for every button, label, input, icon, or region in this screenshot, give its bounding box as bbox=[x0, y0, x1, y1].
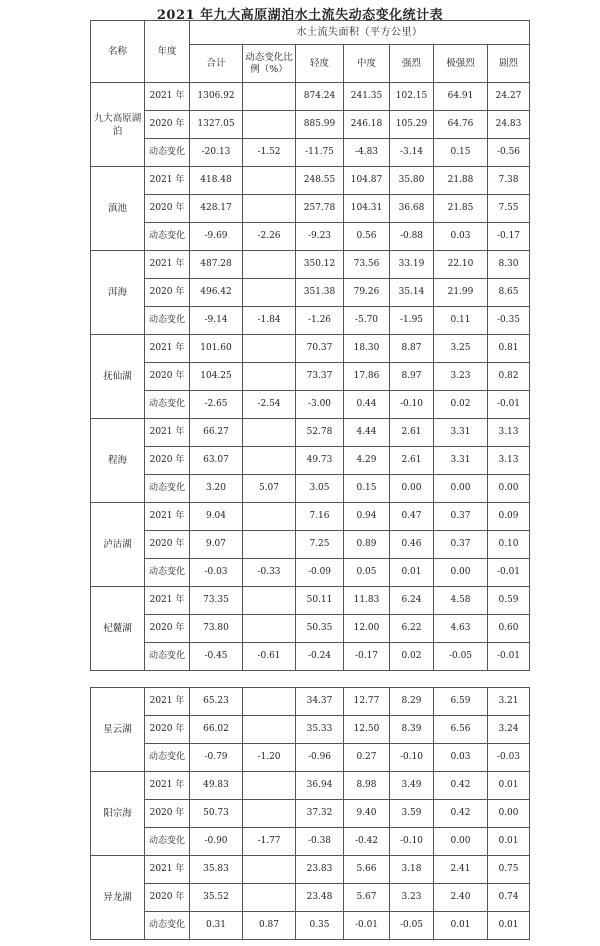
moderate-cell: 8.98 bbox=[344, 772, 390, 800]
change-ratio-cell bbox=[243, 167, 296, 195]
total-cell: 35.52 bbox=[190, 884, 243, 912]
lake-name: 阳宗海 bbox=[91, 772, 145, 856]
very-intense-cell: 0.01 bbox=[434, 912, 488, 940]
lake-name: 洱海 bbox=[91, 251, 145, 335]
intense-cell: 3.49 bbox=[390, 772, 434, 800]
severe-cell: -0.17 bbox=[488, 223, 530, 251]
table-row bbox=[91, 111, 530, 139]
moderate-cell: 0.15 bbox=[344, 475, 390, 503]
year-cell: 2021 年 bbox=[145, 856, 190, 884]
light-cell: -1.26 bbox=[296, 307, 344, 335]
year-cell: 2020 年 bbox=[145, 279, 190, 307]
total-cell: 73.35 bbox=[190, 587, 243, 615]
header-intense: 强烈 bbox=[390, 45, 434, 83]
very-intense-cell: 0.42 bbox=[434, 800, 488, 828]
very-intense-cell: 0.15 bbox=[434, 139, 488, 167]
very-intense-cell: 21.85 bbox=[434, 195, 488, 223]
intense-cell: -0.10 bbox=[390, 391, 434, 419]
year-cell: 2021 年 bbox=[145, 83, 190, 111]
table-row bbox=[91, 688, 530, 716]
very-intense-cell: 0.00 bbox=[434, 559, 488, 587]
light-cell: -0.96 bbox=[296, 744, 344, 772]
total-cell: 66.02 bbox=[190, 716, 243, 744]
year-cell: 2020 年 bbox=[145, 716, 190, 744]
total-cell: 73.80 bbox=[190, 615, 243, 643]
year-cell: 2021 年 bbox=[145, 587, 190, 615]
intense-cell: 2.61 bbox=[390, 447, 434, 475]
change-ratio-cell: -1.20 bbox=[243, 744, 296, 772]
intense-cell: -0.05 bbox=[390, 912, 434, 940]
light-cell: 350.12 bbox=[296, 251, 344, 279]
severe-cell: 3.24 bbox=[488, 716, 530, 744]
change-ratio-cell bbox=[243, 688, 296, 716]
severe-cell: 0.59 bbox=[488, 587, 530, 615]
soil-erosion-table-part-2 bbox=[90, 687, 530, 940]
moderate-cell: -0.01 bbox=[344, 912, 390, 940]
change-ratio-cell bbox=[243, 419, 296, 447]
moderate-cell: 104.87 bbox=[344, 167, 390, 195]
very-intense-cell: 3.31 bbox=[434, 447, 488, 475]
intense-cell: 8.97 bbox=[390, 363, 434, 391]
total-cell: 9.07 bbox=[190, 531, 243, 559]
year-cell: 动态变化 bbox=[145, 391, 190, 419]
intense-cell: -0.10 bbox=[390, 744, 434, 772]
light-cell: 351.38 bbox=[296, 279, 344, 307]
change-ratio-cell bbox=[243, 800, 296, 828]
lake-name: 泸沽湖 bbox=[91, 503, 145, 587]
table-row bbox=[91, 559, 530, 587]
header-year: 年度 bbox=[145, 21, 190, 83]
header-total: 合计 bbox=[190, 45, 243, 83]
light-cell: 73.37 bbox=[296, 363, 344, 391]
intense-cell: 8.87 bbox=[390, 335, 434, 363]
light-cell: 874.24 bbox=[296, 83, 344, 111]
year-cell: 动态变化 bbox=[145, 744, 190, 772]
header-moderate: 中度 bbox=[344, 45, 390, 83]
change-ratio-cell: -1.52 bbox=[243, 139, 296, 167]
very-intense-cell: 0.42 bbox=[434, 772, 488, 800]
moderate-cell: 5.67 bbox=[344, 884, 390, 912]
soil-erosion-table-part-1 bbox=[90, 20, 530, 671]
year-cell: 2021 年 bbox=[145, 251, 190, 279]
change-ratio-cell: -2.54 bbox=[243, 391, 296, 419]
light-cell: 0.35 bbox=[296, 912, 344, 940]
moderate-cell: 17.86 bbox=[344, 363, 390, 391]
light-cell: -0.38 bbox=[296, 828, 344, 856]
severe-cell: 0.00 bbox=[488, 475, 530, 503]
total-cell: 428.17 bbox=[190, 195, 243, 223]
table-row bbox=[91, 503, 530, 531]
moderate-cell: -5.70 bbox=[344, 307, 390, 335]
table-row bbox=[91, 716, 530, 744]
severe-cell: 0.01 bbox=[488, 828, 530, 856]
light-cell: 50.11 bbox=[296, 587, 344, 615]
year-cell: 动态变化 bbox=[145, 643, 190, 671]
intense-cell: 8.29 bbox=[390, 688, 434, 716]
severe-cell: -0.01 bbox=[488, 559, 530, 587]
change-ratio-cell bbox=[243, 884, 296, 912]
severe-cell: 3.13 bbox=[488, 447, 530, 475]
severe-cell: 7.38 bbox=[488, 167, 530, 195]
header-erosion-area: 水土流失面积（平方公里） bbox=[190, 21, 530, 45]
very-intense-cell: 21.88 bbox=[434, 167, 488, 195]
table-row bbox=[91, 83, 530, 111]
very-intense-cell: 64.91 bbox=[434, 83, 488, 111]
severe-cell: 0.82 bbox=[488, 363, 530, 391]
moderate-cell: 12.50 bbox=[344, 716, 390, 744]
total-cell: 101.60 bbox=[190, 335, 243, 363]
table-row bbox=[91, 800, 530, 828]
moderate-cell: 9.40 bbox=[344, 800, 390, 828]
moderate-cell: 0.94 bbox=[344, 503, 390, 531]
year-cell: 动态变化 bbox=[145, 828, 190, 856]
very-intense-cell: 21.99 bbox=[434, 279, 488, 307]
table-row bbox=[91, 251, 530, 279]
change-ratio-cell: -0.61 bbox=[243, 643, 296, 671]
total-cell: -9.69 bbox=[190, 223, 243, 251]
light-cell: 7.25 bbox=[296, 531, 344, 559]
moderate-cell: 12.00 bbox=[344, 615, 390, 643]
change-ratio-cell bbox=[243, 279, 296, 307]
change-ratio-cell bbox=[243, 447, 296, 475]
severe-cell: 24.83 bbox=[488, 111, 530, 139]
light-cell: 70.37 bbox=[296, 335, 344, 363]
table-row bbox=[91, 828, 530, 856]
table-row bbox=[91, 391, 530, 419]
very-intense-cell: 22.10 bbox=[434, 251, 488, 279]
very-intense-cell: 3.23 bbox=[434, 363, 488, 391]
severe-cell: -0.56 bbox=[488, 139, 530, 167]
moderate-cell: 73.56 bbox=[344, 251, 390, 279]
light-cell: 248.55 bbox=[296, 167, 344, 195]
intense-cell: 36.68 bbox=[390, 195, 434, 223]
light-cell: 50.35 bbox=[296, 615, 344, 643]
very-intense-cell: 4.58 bbox=[434, 587, 488, 615]
intense-cell: -0.10 bbox=[390, 828, 434, 856]
change-ratio-cell bbox=[243, 195, 296, 223]
table-row bbox=[91, 139, 530, 167]
table-row bbox=[91, 744, 530, 772]
moderate-cell: 12.77 bbox=[344, 688, 390, 716]
very-intense-cell: 0.03 bbox=[434, 744, 488, 772]
light-cell: 36.94 bbox=[296, 772, 344, 800]
total-cell: -0.79 bbox=[190, 744, 243, 772]
total-cell: 49.83 bbox=[190, 772, 243, 800]
table-row bbox=[91, 447, 530, 475]
total-cell: 418.48 bbox=[190, 167, 243, 195]
severe-cell: 0.75 bbox=[488, 856, 530, 884]
moderate-cell: 241.35 bbox=[344, 83, 390, 111]
severe-cell: 8.30 bbox=[488, 251, 530, 279]
moderate-cell: 11.83 bbox=[344, 587, 390, 615]
table-row bbox=[91, 856, 530, 884]
total-cell: -0.90 bbox=[190, 828, 243, 856]
severe-cell: -0.03 bbox=[488, 744, 530, 772]
very-intense-cell: 0.00 bbox=[434, 475, 488, 503]
severe-cell: -0.35 bbox=[488, 307, 530, 335]
year-cell: 2021 年 bbox=[145, 772, 190, 800]
intense-cell: -0.88 bbox=[390, 223, 434, 251]
total-cell: 35.83 bbox=[190, 856, 243, 884]
change-ratio-cell: -2.26 bbox=[243, 223, 296, 251]
year-cell: 2020 年 bbox=[145, 531, 190, 559]
total-cell: 63.07 bbox=[190, 447, 243, 475]
total-cell: 1327.05 bbox=[190, 111, 243, 139]
light-cell: 257.78 bbox=[296, 195, 344, 223]
very-intense-cell: 0.02 bbox=[434, 391, 488, 419]
light-cell: 7.16 bbox=[296, 503, 344, 531]
very-intense-cell: 0.00 bbox=[434, 828, 488, 856]
total-cell: 487.28 bbox=[190, 251, 243, 279]
year-cell: 2021 年 bbox=[145, 167, 190, 195]
change-ratio-cell bbox=[243, 83, 296, 111]
change-ratio-cell bbox=[243, 503, 296, 531]
change-ratio-cell: 5.07 bbox=[243, 475, 296, 503]
table-row bbox=[91, 772, 530, 800]
change-ratio-cell bbox=[243, 587, 296, 615]
severe-cell: -0.01 bbox=[488, 643, 530, 671]
total-cell: 66.27 bbox=[190, 419, 243, 447]
total-cell: -20.13 bbox=[190, 139, 243, 167]
header-severe: 剧烈 bbox=[488, 45, 530, 83]
year-cell: 动态变化 bbox=[145, 139, 190, 167]
year-cell: 2021 年 bbox=[145, 688, 190, 716]
light-cell: 34.37 bbox=[296, 688, 344, 716]
very-intense-cell: 0.11 bbox=[434, 307, 488, 335]
severe-cell: 0.09 bbox=[488, 503, 530, 531]
severe-cell: 8.65 bbox=[488, 279, 530, 307]
light-cell: 35.33 bbox=[296, 716, 344, 744]
very-intense-cell: 3.25 bbox=[434, 335, 488, 363]
table-row bbox=[91, 419, 530, 447]
table-row bbox=[91, 643, 530, 671]
lake-name: 星云湖 bbox=[91, 688, 145, 772]
change-ratio-cell bbox=[243, 335, 296, 363]
change-ratio-cell bbox=[243, 716, 296, 744]
total-cell: -2.65 bbox=[190, 391, 243, 419]
moderate-cell: 4.44 bbox=[344, 419, 390, 447]
year-cell: 2020 年 bbox=[145, 884, 190, 912]
change-ratio-cell bbox=[243, 772, 296, 800]
very-intense-cell: 2.41 bbox=[434, 856, 488, 884]
intense-cell: 6.22 bbox=[390, 615, 434, 643]
total-cell: 3.20 bbox=[190, 475, 243, 503]
change-ratio-cell bbox=[243, 251, 296, 279]
total-cell: -0.45 bbox=[190, 643, 243, 671]
light-cell: 23.48 bbox=[296, 884, 344, 912]
moderate-cell: 79.26 bbox=[344, 279, 390, 307]
moderate-cell: 0.27 bbox=[344, 744, 390, 772]
year-cell: 2020 年 bbox=[145, 615, 190, 643]
intense-cell: 0.00 bbox=[390, 475, 434, 503]
table-row bbox=[91, 615, 530, 643]
severe-cell: 0.00 bbox=[488, 800, 530, 828]
intense-cell: 0.02 bbox=[390, 643, 434, 671]
year-cell: 2021 年 bbox=[145, 419, 190, 447]
table-row bbox=[91, 307, 530, 335]
moderate-cell: 0.44 bbox=[344, 391, 390, 419]
total-cell: 50.73 bbox=[190, 800, 243, 828]
intense-cell: 35.80 bbox=[390, 167, 434, 195]
change-ratio-cell: -0.33 bbox=[243, 559, 296, 587]
total-cell: 65.23 bbox=[190, 688, 243, 716]
table-row bbox=[91, 167, 530, 195]
intense-cell: 35.14 bbox=[390, 279, 434, 307]
light-cell: -3.00 bbox=[296, 391, 344, 419]
change-ratio-cell bbox=[243, 363, 296, 391]
severe-cell: 0.01 bbox=[488, 912, 530, 940]
header-light: 轻度 bbox=[296, 45, 344, 83]
year-cell: 2021 年 bbox=[145, 503, 190, 531]
change-ratio-cell bbox=[243, 531, 296, 559]
year-cell: 2020 年 bbox=[145, 363, 190, 391]
year-cell: 动态变化 bbox=[145, 912, 190, 940]
total-cell: 496.42 bbox=[190, 279, 243, 307]
light-cell: 3.05 bbox=[296, 475, 344, 503]
year-cell: 动态变化 bbox=[145, 307, 190, 335]
severe-cell: 0.60 bbox=[488, 615, 530, 643]
severe-cell: 7.55 bbox=[488, 195, 530, 223]
header-change-ratio: 动态变化比例（%） bbox=[243, 45, 296, 83]
intense-cell: 0.47 bbox=[390, 503, 434, 531]
table-row bbox=[91, 223, 530, 251]
severe-cell: 0.81 bbox=[488, 335, 530, 363]
very-intense-cell: 6.56 bbox=[434, 716, 488, 744]
light-cell: 23.83 bbox=[296, 856, 344, 884]
total-cell: 9.04 bbox=[190, 503, 243, 531]
very-intense-cell: 6.59 bbox=[434, 688, 488, 716]
table-row bbox=[91, 884, 530, 912]
lake-name: 抚仙湖 bbox=[91, 335, 145, 419]
year-cell: 2021 年 bbox=[145, 335, 190, 363]
intense-cell: 3.18 bbox=[390, 856, 434, 884]
year-cell: 2020 年 bbox=[145, 195, 190, 223]
intense-cell: 105.29 bbox=[390, 111, 434, 139]
intense-cell: 33.19 bbox=[390, 251, 434, 279]
intense-cell: -1.95 bbox=[390, 307, 434, 335]
intense-cell: 6.24 bbox=[390, 587, 434, 615]
lake-name: 杞麓湖 bbox=[91, 587, 145, 671]
total-cell: -0.03 bbox=[190, 559, 243, 587]
year-cell: 2020 年 bbox=[145, 447, 190, 475]
intense-cell: 102.15 bbox=[390, 83, 434, 111]
lake-name: 异龙湖 bbox=[91, 856, 145, 940]
change-ratio-cell: -1.84 bbox=[243, 307, 296, 335]
light-cell: 52.78 bbox=[296, 419, 344, 447]
table-row bbox=[91, 279, 530, 307]
year-cell: 动态变化 bbox=[145, 223, 190, 251]
table-row bbox=[91, 912, 530, 940]
light-cell: -11.75 bbox=[296, 139, 344, 167]
table-row bbox=[91, 195, 530, 223]
very-intense-cell: 0.37 bbox=[434, 531, 488, 559]
year-cell: 2020 年 bbox=[145, 111, 190, 139]
lake-name: 滇池 bbox=[91, 167, 145, 251]
moderate-cell: 0.56 bbox=[344, 223, 390, 251]
header-name: 名称 bbox=[91, 21, 145, 83]
moderate-cell: 0.05 bbox=[344, 559, 390, 587]
very-intense-cell: 0.37 bbox=[434, 503, 488, 531]
moderate-cell: -0.17 bbox=[344, 643, 390, 671]
very-intense-cell: -0.05 bbox=[434, 643, 488, 671]
severe-cell: 24.27 bbox=[488, 83, 530, 111]
intense-cell: 0.01 bbox=[390, 559, 434, 587]
table-title: 2021 年九大高原湖泊水土流失动态变化统计表 bbox=[156, 8, 444, 23]
moderate-cell: -4.83 bbox=[344, 139, 390, 167]
moderate-cell: -0.42 bbox=[344, 828, 390, 856]
change-ratio-cell bbox=[243, 615, 296, 643]
very-intense-cell: 3.31 bbox=[434, 419, 488, 447]
table-row bbox=[91, 475, 530, 503]
lake-name: 程海 bbox=[91, 419, 145, 503]
light-cell: 885.99 bbox=[296, 111, 344, 139]
very-intense-cell: 0.03 bbox=[434, 223, 488, 251]
light-cell: 37.32 bbox=[296, 800, 344, 828]
table-row bbox=[91, 531, 530, 559]
change-ratio-cell: -1.77 bbox=[243, 828, 296, 856]
very-intense-cell: 2.40 bbox=[434, 884, 488, 912]
lake-name: 九大高原湖泊 bbox=[91, 83, 145, 167]
total-cell: -9.14 bbox=[190, 307, 243, 335]
header-very-intense: 极强烈 bbox=[434, 45, 488, 83]
severe-cell: 0.10 bbox=[488, 531, 530, 559]
year-cell: 动态变化 bbox=[145, 559, 190, 587]
intense-cell: 2.61 bbox=[390, 419, 434, 447]
moderate-cell: 246.18 bbox=[344, 111, 390, 139]
moderate-cell: 4.29 bbox=[344, 447, 390, 475]
year-cell: 2020 年 bbox=[145, 800, 190, 828]
table-row bbox=[91, 363, 530, 391]
severe-cell: -0.01 bbox=[488, 391, 530, 419]
change-ratio-cell bbox=[243, 856, 296, 884]
moderate-cell: 104.31 bbox=[344, 195, 390, 223]
intense-cell: -3.14 bbox=[390, 139, 434, 167]
intense-cell: 0.46 bbox=[390, 531, 434, 559]
severe-cell: 3.21 bbox=[488, 688, 530, 716]
change-ratio-cell bbox=[243, 111, 296, 139]
total-cell: 0.31 bbox=[190, 912, 243, 940]
very-intense-cell: 64.76 bbox=[434, 111, 488, 139]
light-cell: -9.23 bbox=[296, 223, 344, 251]
very-intense-cell: 4.63 bbox=[434, 615, 488, 643]
total-cell: 104.25 bbox=[190, 363, 243, 391]
light-cell: -0.24 bbox=[296, 643, 344, 671]
year-cell: 动态变化 bbox=[145, 475, 190, 503]
intense-cell: 3.23 bbox=[390, 884, 434, 912]
moderate-cell: 18.30 bbox=[344, 335, 390, 363]
intense-cell: 8.39 bbox=[390, 716, 434, 744]
table-row bbox=[91, 335, 530, 363]
intense-cell: 3.59 bbox=[390, 800, 434, 828]
moderate-cell: 0.89 bbox=[344, 531, 390, 559]
change-ratio-cell: 0.87 bbox=[243, 912, 296, 940]
severe-cell: 0.01 bbox=[488, 772, 530, 800]
moderate-cell: 5.66 bbox=[344, 856, 390, 884]
light-cell: 49.73 bbox=[296, 447, 344, 475]
table-row bbox=[91, 587, 530, 615]
severe-cell: 3.13 bbox=[488, 419, 530, 447]
total-cell: 1306.92 bbox=[190, 83, 243, 111]
severe-cell: 0.74 bbox=[488, 884, 530, 912]
light-cell: -0.09 bbox=[296, 559, 344, 587]
